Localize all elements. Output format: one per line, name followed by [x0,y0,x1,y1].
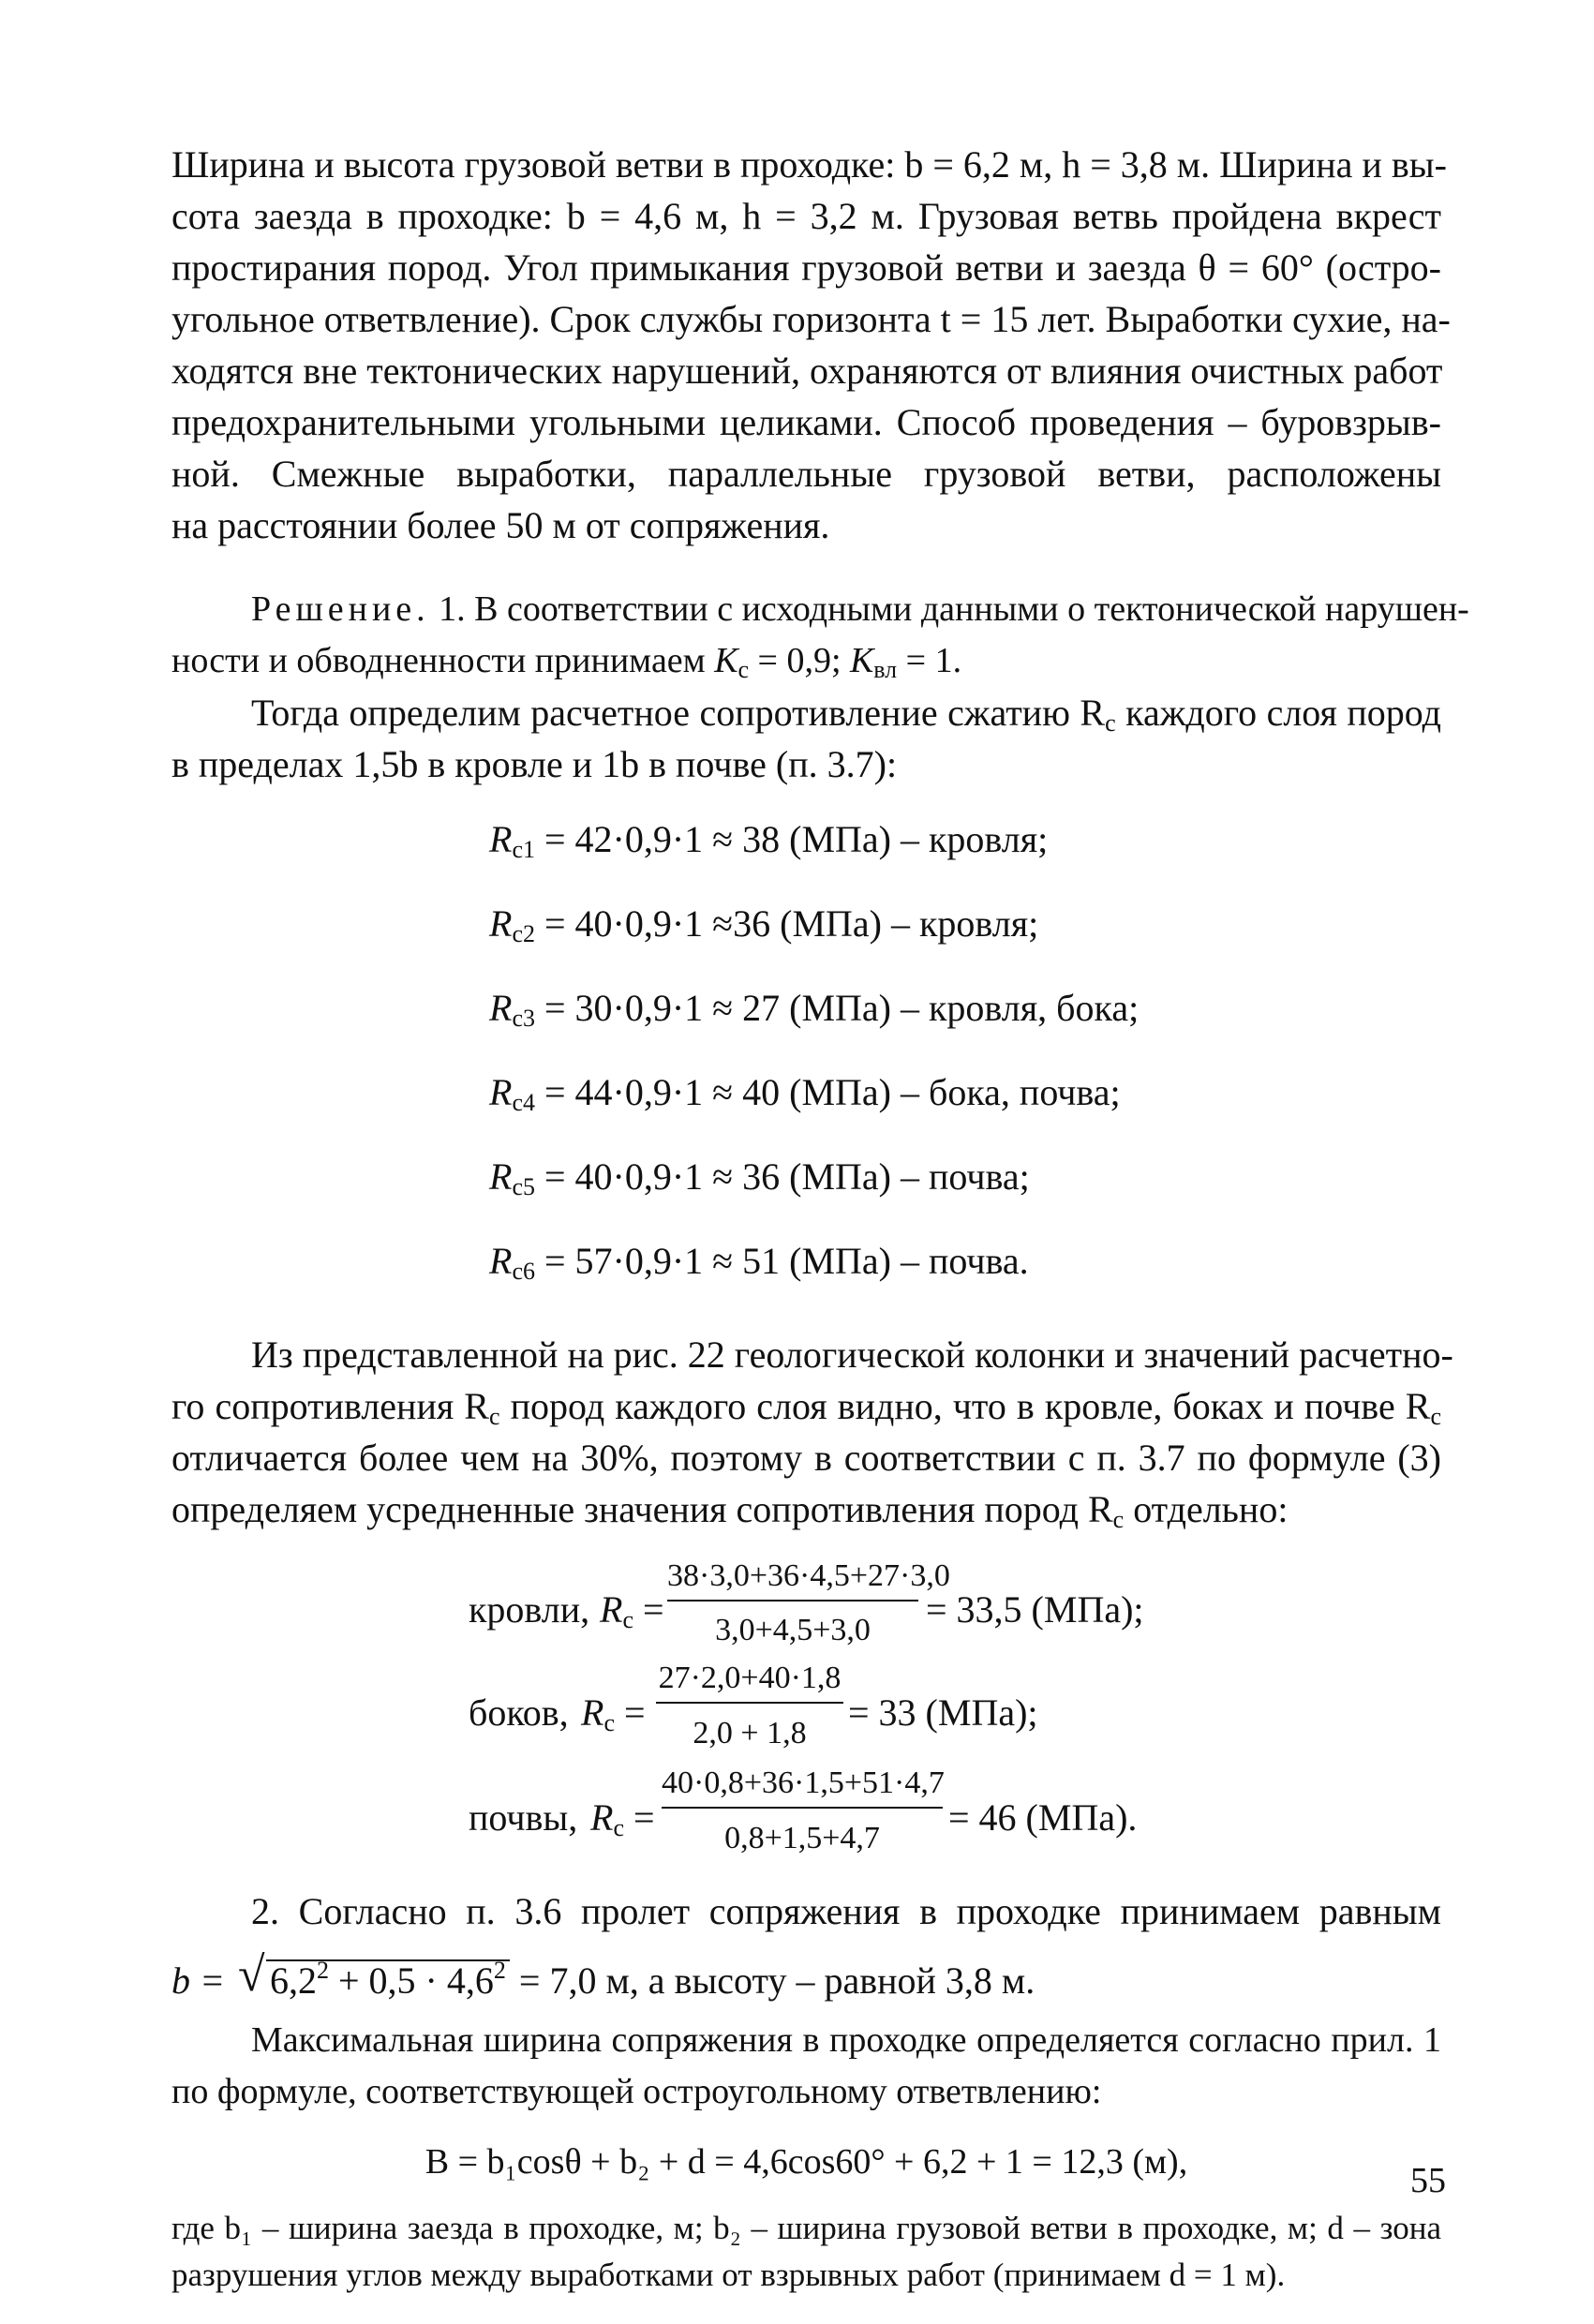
then-text: Тогда определим расчетное сопротивление сжатию R [251,692,1106,734]
solution-text: ности и обводненности принимаем [171,641,706,680]
eq-sign: = [623,1691,646,1734]
rc-expr: = 44·0,9·1 ≈ 40 (МПа) – бока, почва; [544,1071,1121,1113]
intro-line: на расстоянии более 50 м от сопряжения. [171,504,830,546]
rc-row [489,982,1139,1034]
kvl-value: = 1. [905,641,962,680]
rc-sub: с3 [512,1005,535,1032]
rc-row [489,898,1038,949]
geo-line [171,1483,1441,1535]
rc-sub: с [622,1606,633,1633]
average-label: кровли, [469,1588,590,1631]
rc-row [489,1066,1121,1118]
solution-text: 1. В соответствии с исходными данными о тектонической нарушен- [439,589,1469,629]
solution-heading: Решение. [251,589,430,629]
sqrt-result: = 7,0 м, а высоту – равной 3,8 м. [518,1959,1035,2002]
fraction-bar [667,1600,918,1601]
b-label: b = [171,1959,225,2002]
step2-sqrt-line [171,1948,1035,2006]
step2-line: 2. Согласно п. 3.6 пролет сопряжения в проходке принимаем равным [251,1890,1441,1932]
rc-term [590,1792,655,1843]
fraction-denominator: 3,0+4,5+3,0 [715,1613,871,1647]
then-text: каждого слоя пород [1115,692,1442,734]
intro-line: ходятся вне тектонических нарушений, охраняются от влияния очистных работ [171,350,1443,392]
rc-sub: с5 [512,1173,535,1200]
rc-expr: = 42·0,9·1 ≈ 38 (МПа) – кровля; [544,818,1049,860]
sqrt-sign: √ [238,1948,265,2002]
rc-row [489,1151,1030,1202]
where-line: разрушения углов между выработками от взрывных работ (принимаем d = 1 м). [171,2257,1286,2293]
rc-symbol: R [581,1691,604,1734]
rc-symbol: R [489,1240,513,1282]
kvl-sub: вл [873,656,898,683]
rc-expr: = 57·0,9·1 ≈ 51 (МПа) – почва. [544,1240,1029,1282]
kc-sub: с [737,656,750,683]
eq-sign: = [642,1588,664,1631]
rc-expr: = 40·0,9·1 ≈ 36 (МПа) – почва; [544,1155,1030,1198]
rc-symbol: R [489,987,513,1029]
solution-line-1 [251,584,1469,635]
intro-line: Ширина и высота грузовой ветви в проходке: b = 6,2 м, h = 3,8 м. Ширина и вы- [171,143,1447,186]
geo-text: определяем усредненные значения сопротивления пород R [171,1488,1113,1530]
average-result: = 33,5 (МПа); [926,1588,1144,1631]
rc-expr: = 40·0,9·1 ≈36 (МПа) – кровля; [544,902,1039,945]
rc-sub: с4 [512,1089,535,1116]
b-formula: B = b₁cosθ + b₂ + d = 4,6cos60° + 6,2 + 1 = 12,3 (м), [425,2142,1188,2182]
geo-sub: с [1430,1403,1441,1430]
geo-line: Из представленной на рис. 22 геологической колонки и значений расчетно- [251,1333,1453,1376]
solution-line-2 [171,635,1441,687]
rc-symbol: R [590,1796,614,1839]
sqrt-term: 6,2 [270,1959,317,2002]
rc-sub: с6 [512,1258,535,1285]
fraction-denominator: 0,8+1,5+4,7 [724,1821,880,1855]
rc-symbol: R [600,1588,623,1631]
fraction-bar [662,1807,943,1809]
then-line [251,687,1441,738]
geo-text: отдельно: [1124,1488,1289,1530]
fraction-denominator: 2,0 + 1,8 [693,1716,807,1750]
geo-sub: с [489,1403,500,1430]
rc-symbol: R [489,1071,513,1113]
where-line: где b₁ – ширина заезда в проходке, м; b₂ – ширина грузовой ветви в проходке, м; d – зона [171,2210,1441,2246]
geo-sub: с [1112,1506,1125,1533]
average-result: = 33 (МПа); [848,1691,1038,1734]
rc-row [489,1235,1029,1287]
rc-term [600,1584,664,1635]
intro-line: предохранительными угольными целиками. Способ проведения – буровзрыв- [171,401,1441,443]
maxwidth-line: по формуле, соответствующей остроугольному ответвлению: [171,2072,1102,2111]
sqrt-term: + 0,5 · 4,6 [329,1959,494,2002]
intro-line: сота заезда в проходке: b = 4,6 м, h = 3,2 м. Грузовая ветвь пройдена вкрест [171,195,1441,237]
kc-symbol: К [714,641,738,680]
rc-symbol: R [489,818,513,860]
intro-line: угольное ответвление). Срок службы горизонта t = 15 лет. Выработки сухие, на- [171,298,1451,340]
intro-line: простирания пород. Угол примыкания грузовой ветви и заезда θ = 60° (остро- [171,246,1441,289]
kc-value: = 0,9; [757,641,842,680]
kvl-symbol: К [850,641,874,680]
sqrt-expression [238,1948,510,2006]
sqrt-radicand [266,1959,510,2001]
eq-sign: = [633,1796,655,1839]
fraction-numerator: 38·3,0+36·4,5+27·3,0 [667,1558,950,1593]
rc-row [489,813,1048,865]
fraction-numerator: 40·0,8+36·1,5+51·4,7 [662,1765,945,1800]
then-sub: с [1105,709,1116,737]
fraction-bar [656,1702,843,1704]
average-label: боков, [469,1691,569,1734]
geo-text: го сопротивления R [171,1385,489,1427]
fraction-numerator: 27·2,0+40·1,8 [658,1661,842,1695]
rc-sub: с [603,1709,615,1736]
rc-term [581,1687,646,1738]
maxwidth-line: Максимальная ширина сопряжения в проходке определяется согласно прил. 1 [251,2020,1441,2060]
geo-text: пород каждого слоя видно, что в кровле, боках и почве R [499,1385,1431,1427]
intro-line: ной. Смежные выработки, параллельные грузовой ветви, расположены [171,453,1441,495]
sqrt-power: 2 [317,1957,329,1984]
rc-expr: = 30·0,9·1 ≈ 27 (МПа) – кровля, бока; [544,987,1140,1029]
average-result: = 46 (МПа). [948,1796,1138,1839]
rc-sub: с [613,1814,624,1841]
geo-line: отличается более чем на 30%, поэтому в соответствии с п. 3.7 по формуле (3) [171,1437,1441,1479]
rc-symbol: R [489,902,513,945]
average-label: почвы, [469,1796,578,1839]
rc-symbol: R [489,1155,513,1198]
rc-sub: с2 [512,920,535,947]
page-number: 55 [1410,2161,1446,2200]
geo-line [171,1380,1441,1432]
sqrt-power: 2 [493,1957,506,1984]
rc-sub: с1 [512,836,535,863]
then-line: в пределах 1,5b в кровле и 1b в почве (п. 3.7): [171,743,898,785]
